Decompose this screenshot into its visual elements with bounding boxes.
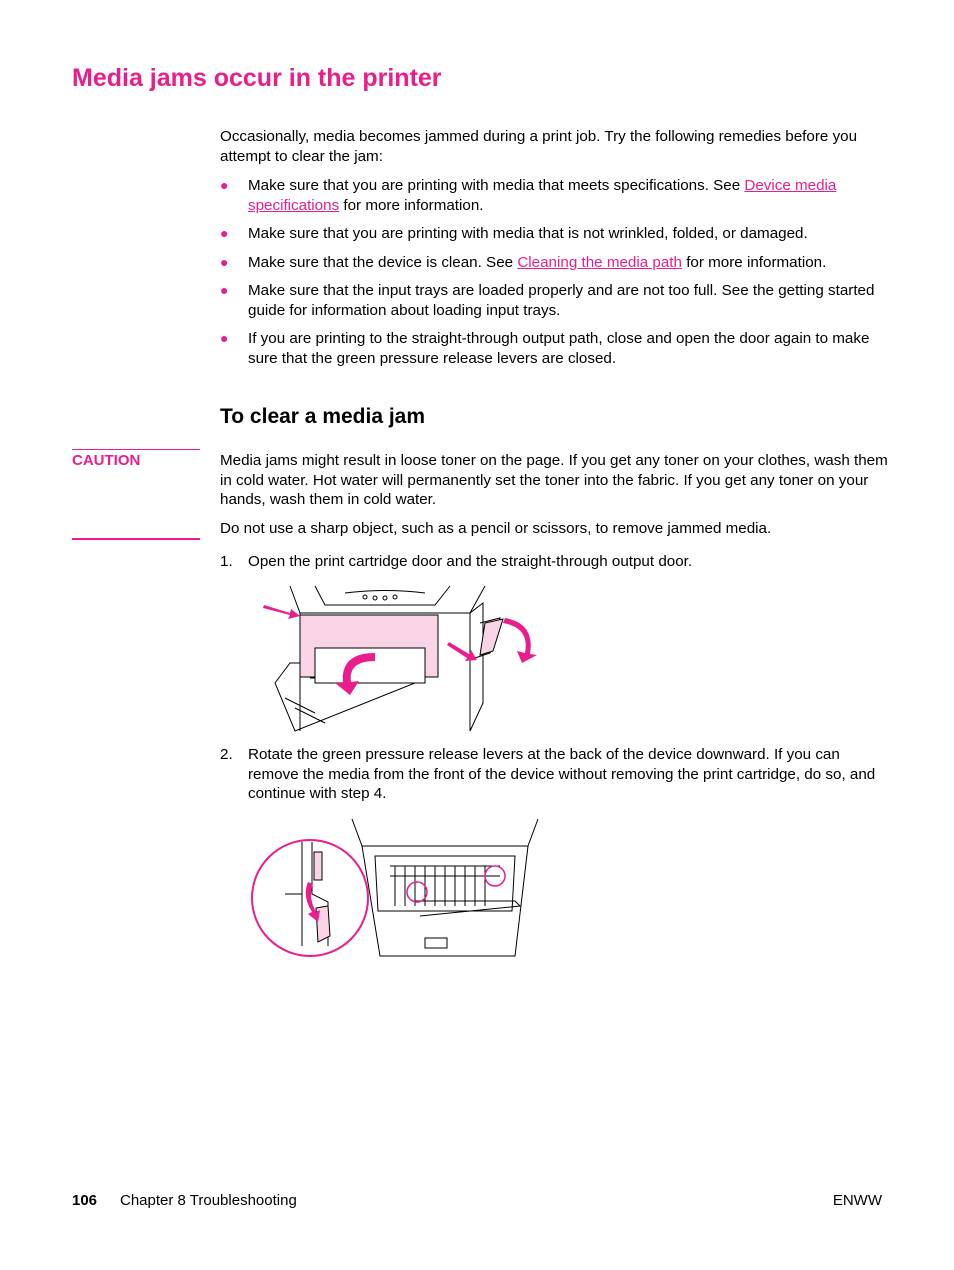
list-item-text: Make sure that the input trays are loaded properly and are not too full. See the getting started guide for information about loading input trays. xyxy=(248,282,875,319)
page-title: Media jams occur in the printer xyxy=(72,64,442,92)
caution-text-2: Do not use a sharp object, such as a pencil or scissors, to remove jammed media. xyxy=(220,520,772,537)
step-text: Rotate the green pressure release levers at the back of the device downward. If you can remove the media from the front of the device without removing the print cartridge, do so, and continue with step 4. xyxy=(248,746,876,802)
list-item-text: If you are printing to the straight-through output path, close and open the door again to make sure that the green pressure release levers are closed. xyxy=(248,330,870,367)
bullet-icon: ● xyxy=(220,254,229,270)
caution-rule-bottom xyxy=(72,538,200,540)
footer-right: ENWW xyxy=(832,1192,882,1209)
intro-paragraph: Occasionally, media becomes jammed during a print job. Try the following remedies before you attempt to clear the jam: xyxy=(220,128,858,165)
caution-rule-top xyxy=(72,449,200,450)
bullet-icon: ● xyxy=(220,330,229,346)
footer-chapter: Chapter 8 Troubleshooting xyxy=(120,1192,297,1209)
list-item-text: Make sure that you are printing with media that meets specifications. See Device media specifications for more information. xyxy=(248,177,837,214)
printer-back-illustration xyxy=(250,816,545,961)
step-number: 1. xyxy=(220,553,233,570)
list-item-text: Make sure that you are printing with media that is not wrinkled, folded, or damaged. xyxy=(248,225,808,242)
page-number: 106 xyxy=(72,1192,98,1209)
caution-label: CAUTION xyxy=(72,452,141,469)
printer-front-illustration xyxy=(255,583,545,733)
list-item-text: Make sure that the device is clean. See Cleaning the media path for more information. xyxy=(248,254,827,271)
bullet-icon: ● xyxy=(220,282,229,298)
step-number: 2. xyxy=(220,746,233,763)
caution-text: Media jams might result in loose toner on the page. If you get any toner on your clothes, wash them in cold water. Hot water will permanently set the toner into the fabric. If you get any toner on your hands, wash them in cold water. xyxy=(220,452,888,508)
bullet-icon: ● xyxy=(220,225,229,241)
bullet-icon: ● xyxy=(220,177,229,193)
cleaning-media-path-link[interactable]: Cleaning the media path xyxy=(517,254,682,271)
list-item xyxy=(220,176,890,216)
step-text: Open the print cartridge door and the straight-through output door. xyxy=(248,553,693,570)
device-media-specifications-link[interactable]: Device media specifications xyxy=(248,177,837,214)
section-heading: To clear a media jam xyxy=(220,405,426,428)
